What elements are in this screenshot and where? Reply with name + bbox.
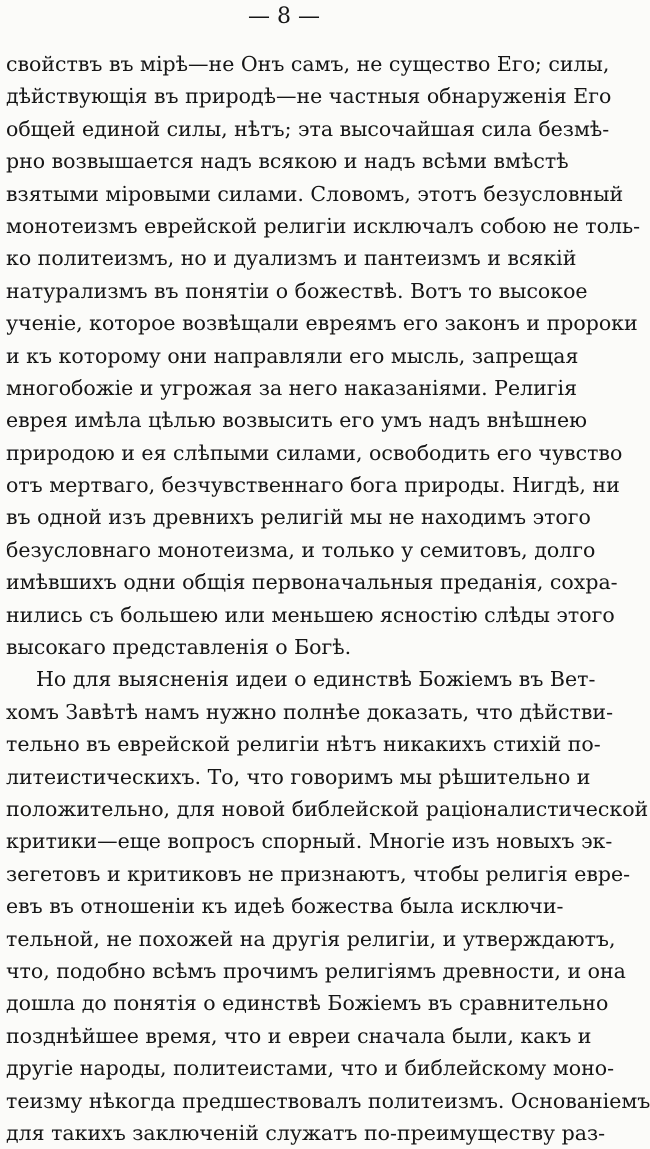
text-line: въ одной изъ древнихъ религiй мы не находимъ этого — [6, 505, 591, 530]
text-line: свойствъ въ мiрѣ—не Онъ самъ, не существо Его; силы, — [6, 52, 610, 76]
text-line: отъ мертваго, безчувственнаго бога природы. Нигдѣ, ни — [6, 473, 620, 498]
text-line: ученiе, которое возвѣщали евреямъ его законъ и пророки — [6, 311, 638, 336]
text-line: другiе народы, политеистами, что и библейскому моно- — [6, 1056, 615, 1081]
text-line: хомъ Завѣтѣ намъ нужно полнѣе доказать, что дѣйстви- — [6, 699, 614, 724]
text-line: многобожiе и угрожая за него наказанiями. Религiя — [6, 375, 578, 400]
paragraph — [6, 663, 650, 1149]
text-line: нились съ большею или меньшею ясностiю слѣды этого — [6, 602, 615, 627]
text-line: критики—еще вопросъ спорный. Многiе изъ новыхъ эк- — [6, 829, 613, 854]
paragraph — [6, 48, 641, 663]
text-line: безусловнаго монотеизма, и только у семитовъ, долго — [6, 537, 596, 562]
text-line: природою и ея слѣпыми силами, освободить его чувство — [6, 440, 623, 465]
text-line: для такихъ заключенiй служатъ по-преимуществу раз- — [6, 1120, 606, 1145]
text-line: ко политеизмъ, но и дуализмъ и пантеизмъ и всякiй — [6, 246, 577, 271]
text-line: тельной, не похожей на другiя религiи, и утверждаютъ, — [6, 926, 616, 951]
text-line: рно возвышается надъ всякою и надъ всѣми вмѣстѣ — [6, 149, 569, 174]
text-line: натурализмъ въ понятiи о божествѣ. Вотъ то высокое — [6, 278, 588, 303]
page-number: — 8 — — [248, 4, 320, 29]
text-line: литеистическихъ. То, что говоримъ мы рѣшительно и — [6, 764, 591, 789]
text-line: взятыми мiровыми силами. Словомъ, этотъ безусловный — [6, 181, 624, 206]
text-line: теизму нѣкогда предшествовалъ политеизмъ. Основанiемъ — [6, 1088, 650, 1113]
text-line: тельно въ еврейской религiи нѣтъ никакихъ стихiй по- — [6, 732, 601, 757]
text-line: что, подобно всѣмъ прочимъ религiямъ древности, и она — [6, 958, 626, 983]
text-line: евъ въ отношенiи къ идеѣ божества была исключи- — [6, 894, 564, 919]
text-line: монотеизмъ еврейской религiи исключалъ собою не толь- — [6, 213, 641, 238]
text-line: положительно, для новой библейской рацiоналистической — [6, 796, 649, 821]
text-line: высокаго представленiя о Богѣ. — [6, 635, 352, 660]
text-line: и къ которому они направляли его мысль, запрещая — [6, 343, 579, 368]
text-line: зегетовъ и критиковъ не признаютъ, чтобы религiя евре- — [6, 861, 631, 886]
text-line: еврея имѣла цѣлью возвысить его умъ надъ внѣшнею — [6, 408, 587, 433]
text-line: дѣйствующiя въ природѣ—не частныя обнаруженiя Его — [6, 84, 612, 109]
text-line: общей единой силы, нѣтъ; эта высочайшая сила безмѣ- — [6, 116, 610, 141]
text-line: позднѣйшее время, что и евреи сначала были, какъ и — [6, 1023, 592, 1048]
text-line: Но для выясненiя идеи о единствѣ Божiемъ въ Вет- — [36, 667, 596, 692]
text-body — [6, 48, 650, 1149]
text-line: дошла до понятiя о единствѣ Божiемъ въ сравнительно — [6, 991, 609, 1016]
text-line: имѣвшихъ одни общiя первоначальныя преданiя, сохра- — [6, 570, 618, 595]
